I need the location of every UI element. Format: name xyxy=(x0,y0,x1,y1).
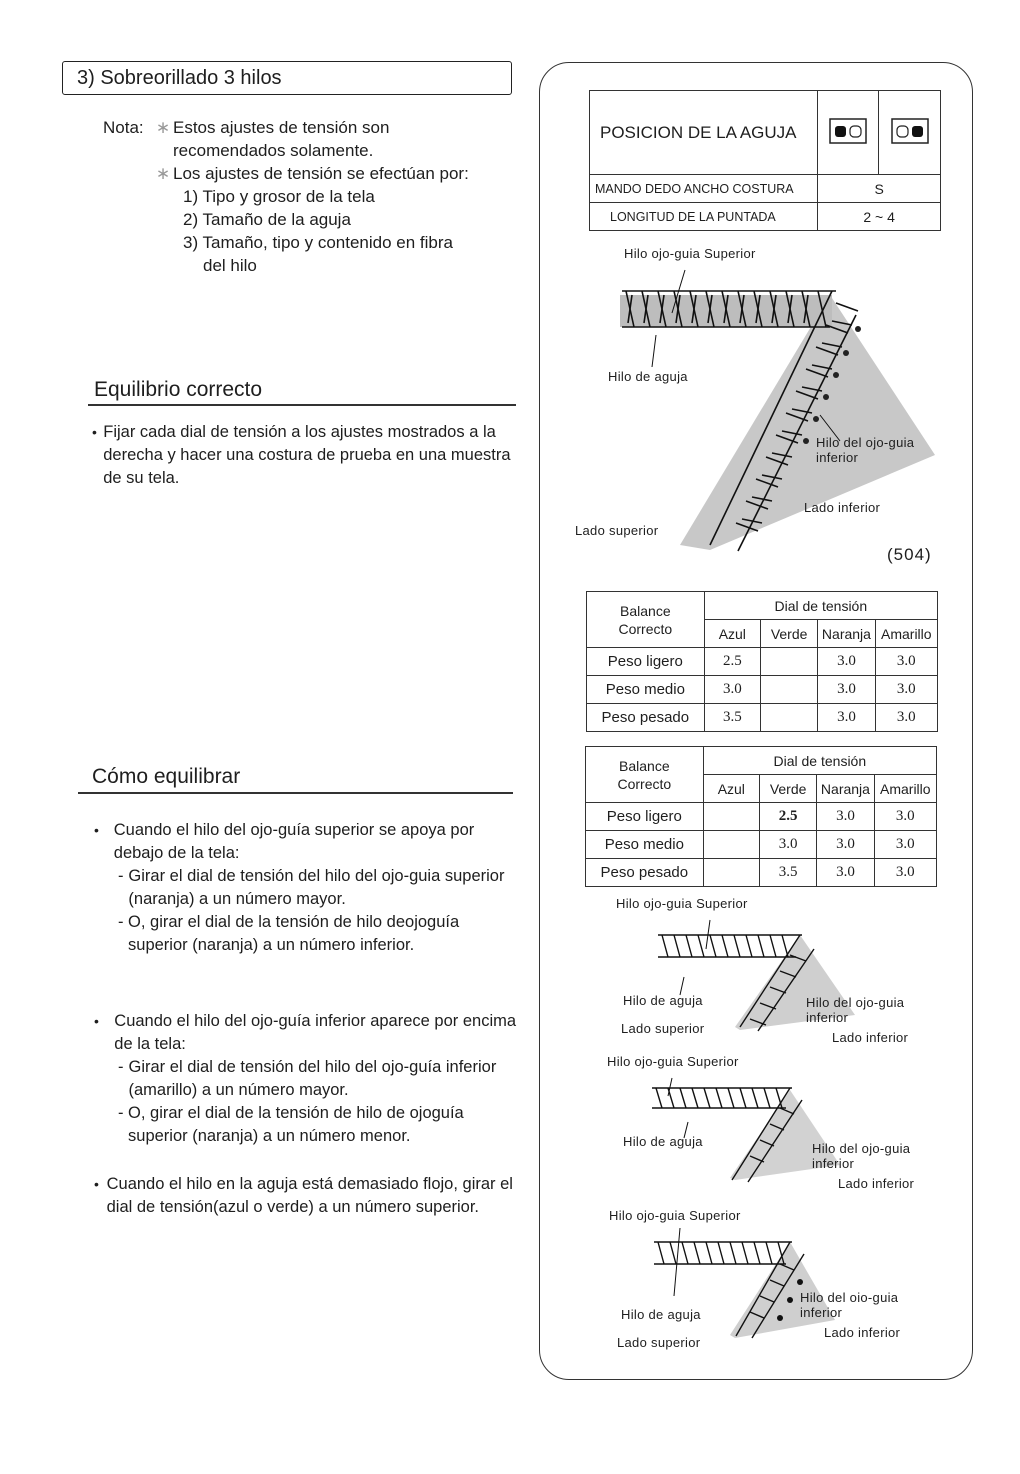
label-hilo-inferior-1: Hilo del ojo-guia xyxy=(816,435,915,450)
equilibrio-heading: Equilibrio correcto xyxy=(94,378,263,401)
como-b1-sub2: O, girar el dial de la tensión de hilo deojoguía superior (naranja) a un número inferior. xyxy=(128,913,460,954)
dial-group-header: Dial de tensión xyxy=(703,747,936,775)
cell-value: 3.0 xyxy=(875,648,937,676)
row-label: Peso ligero xyxy=(586,803,704,831)
label-lado-inferior: Lado inferior xyxy=(804,500,881,515)
col-naranja: Naranja xyxy=(818,620,875,648)
cell-value xyxy=(760,648,817,676)
note-label: Nota: xyxy=(103,118,144,137)
label-hilo-inferior-2: inferior xyxy=(812,1156,855,1171)
cell-value: 3.0 xyxy=(818,648,875,676)
note-block xyxy=(103,116,523,277)
cell-value xyxy=(703,803,759,831)
col-naranja: Naranja xyxy=(817,775,874,803)
cell-value: 3.0 xyxy=(817,831,874,859)
heading-rule xyxy=(78,792,513,794)
label-hilo-inferior-2: inferior xyxy=(800,1305,843,1320)
row-label: Peso pesado xyxy=(586,859,704,887)
cell-value: 2.5 xyxy=(759,803,816,831)
cell-value: 2.5 xyxy=(704,648,760,676)
stitch-width-label: MANDO DEDO ANCHO COSTURA xyxy=(590,175,818,203)
dash: - xyxy=(118,867,124,885)
stitch-width-value: S xyxy=(818,175,941,203)
cell-value: 3.0 xyxy=(817,803,874,831)
col-verde: Verde xyxy=(759,775,816,803)
cell-value xyxy=(703,831,759,859)
needle-right-icon xyxy=(891,118,929,144)
needle-right-icon-cell xyxy=(879,91,941,175)
como-heading: Cómo equilibrar xyxy=(92,765,241,788)
cell-value: 3.0 xyxy=(818,704,875,732)
stitch-length-label: LONGITUD DE LA PUNTADA xyxy=(590,203,818,231)
label-hilo-aguja: Hilo de aguja xyxy=(621,1307,701,1322)
cell-value: 3.0 xyxy=(875,676,937,704)
balance-header-1: Balance xyxy=(619,757,670,774)
diagram-code: (504) xyxy=(887,545,932,564)
label-lado-superior: Lado superior xyxy=(617,1335,701,1350)
label-hilo-aguja: Hilo de aguja xyxy=(623,993,703,1008)
needle-position-title: POSICION DE LA AGUJA xyxy=(590,91,818,175)
equilibrio-text: Fijar cada dial de tensión a los ajustes mostrados a la derecha y hacer una costura de prueba en una muestra de su tela. xyxy=(103,423,511,487)
label-hilo-inferior-2: inferior xyxy=(816,450,859,465)
bullet-dot: • xyxy=(94,1176,99,1192)
cell-value: 3.0 xyxy=(874,831,936,859)
label-hilo-superior: Hilo ojo-guia Superior xyxy=(609,1208,741,1223)
balance-table-1 xyxy=(586,591,938,732)
stitch-diagram-small-2 xyxy=(640,1070,900,1190)
balance-header-1: Balance xyxy=(620,602,671,619)
col-azul: Azul xyxy=(703,775,759,803)
como-b2-sub2: O, girar el dial de la tensión de hilo de ojoguía superior (naranja) a un número menor. xyxy=(128,1104,464,1145)
cell-value: 3.0 xyxy=(875,704,937,732)
como-b2-sub1: Girar el dial de tensión del hilo del ojo-guía inferior (amarillo) a un número mayor. xyxy=(128,1058,497,1099)
como-bullet-3 xyxy=(94,1173,518,1219)
stitch-diagram-small-1 xyxy=(640,915,900,1035)
col-amarillo: Amarillo xyxy=(874,775,936,803)
label-lado-inferior: Lado inferior xyxy=(832,1030,909,1045)
stitch-length-value: 2 ~ 4 xyxy=(818,203,941,231)
label-hilo-aguja: Hilo de aguja xyxy=(608,369,688,384)
cell-value xyxy=(703,859,759,887)
col-azul: Azul xyxy=(704,620,760,648)
needle-position-table xyxy=(589,90,941,231)
como-b2-text: Cuando el hilo del ojo-guía inferior aparece por encima de la tela: xyxy=(114,1012,517,1053)
label-hilo-superior: Hilo ojo-guia Superior xyxy=(607,1054,739,1069)
dash: - xyxy=(118,1104,124,1122)
bullet-dot: • xyxy=(94,1013,99,1029)
cell-value: 3.0 xyxy=(874,803,936,831)
dial-group-header: Dial de tensión xyxy=(704,592,937,620)
row-label: Peso pesado xyxy=(587,704,705,732)
cell-value: 3.0 xyxy=(817,859,874,887)
note-item-2: 2) Tamaño de la aguja xyxy=(183,210,351,229)
label-hilo-inferior-1: Hilo del oio-guia xyxy=(800,1290,899,1305)
note-bullet-1: ∗ xyxy=(155,118,171,137)
note-item-1: 1) Tipo y grosor de la tela xyxy=(183,187,375,206)
label-hilo-superior: Hilo ojo-guia Superior xyxy=(624,246,756,261)
dash: - xyxy=(118,913,124,931)
como-b1-sub1: Girar el dial de tensión del hilo del ojo-guia superior (naranja) a un número mayor. xyxy=(128,867,505,908)
table-row xyxy=(586,803,937,831)
row-label: Peso ligero xyxy=(587,648,705,676)
cell-value xyxy=(760,676,817,704)
note-bullet-2: ∗ xyxy=(155,164,171,183)
needle-left-icon-cell xyxy=(818,91,879,175)
table-row xyxy=(587,676,938,704)
col-verde: Verde xyxy=(760,620,817,648)
cell-value: 3.5 xyxy=(704,704,760,732)
section-title: 3) Sobreorillado 3 hilos xyxy=(62,61,512,95)
como-b3-text: Cuando el hilo en la aguja está demasiado flojo, girar el dial de tensión(azul o verde) a un número superior. xyxy=(106,1175,513,1216)
cell-value: 3.0 xyxy=(874,859,936,887)
label-hilo-inferior-2: inferior xyxy=(806,1010,849,1025)
table-row xyxy=(587,648,938,676)
como-bullet-1 xyxy=(94,819,518,957)
balance-header-2: Correcto xyxy=(617,775,672,792)
cell-value: 3.0 xyxy=(704,676,760,704)
note-item-3a: 3) Tamaño, tipo y contenido en fibra xyxy=(183,233,453,252)
col-amarillo: Amarillo xyxy=(875,620,937,648)
row-label: Peso medio xyxy=(586,831,704,859)
bullet-dot: • xyxy=(92,424,97,440)
balance-header-2: Correcto xyxy=(618,620,673,637)
table-row xyxy=(586,831,937,859)
cell-value: 3.0 xyxy=(759,831,816,859)
row-label: Peso medio xyxy=(587,676,705,704)
label-lado-superior: Lado superior xyxy=(621,1021,705,1036)
note-line-1a: Estos ajustes de tensión son xyxy=(173,118,390,137)
cell-value xyxy=(760,704,817,732)
cell-value: 3.0 xyxy=(818,676,875,704)
heading-rule xyxy=(88,404,516,406)
label-lado-inferior: Lado inferior xyxy=(838,1176,915,1191)
como-b1-text: Cuando el hilo del ojo-guía superior se apoya por debajo de la tela: xyxy=(113,821,475,862)
label-hilo-inferior-1: Hilo del ojo-guia xyxy=(812,1141,911,1156)
equilibrio-bullet xyxy=(92,421,518,490)
cell-value: 3.5 xyxy=(759,859,816,887)
note-line-2: Los ajustes de tensión se efectúan por: xyxy=(173,164,469,183)
label-lado-inferior: Lado inferior xyxy=(824,1325,901,1340)
label-hilo-superior: Hilo ojo-guia Superior xyxy=(616,896,748,911)
needle-left-icon xyxy=(829,118,867,144)
dash: - xyxy=(118,1058,124,1076)
balance-table-2 xyxy=(585,746,937,887)
como-bullet-2 xyxy=(94,1010,518,1148)
label-hilo-inferior-1: Hilo del ojo-guia xyxy=(806,995,905,1010)
table-row xyxy=(587,704,938,732)
label-hilo-aguja: Hilo de aguja xyxy=(623,1134,703,1149)
bullet-dot: • xyxy=(94,822,99,838)
note-item-3b: del hilo xyxy=(203,256,257,275)
overlock-stitch-diagram xyxy=(560,255,960,560)
table-row xyxy=(586,859,937,887)
note-line-1b: recomendados solamente. xyxy=(173,141,374,160)
label-lado-superior: Lado superior xyxy=(575,523,659,538)
